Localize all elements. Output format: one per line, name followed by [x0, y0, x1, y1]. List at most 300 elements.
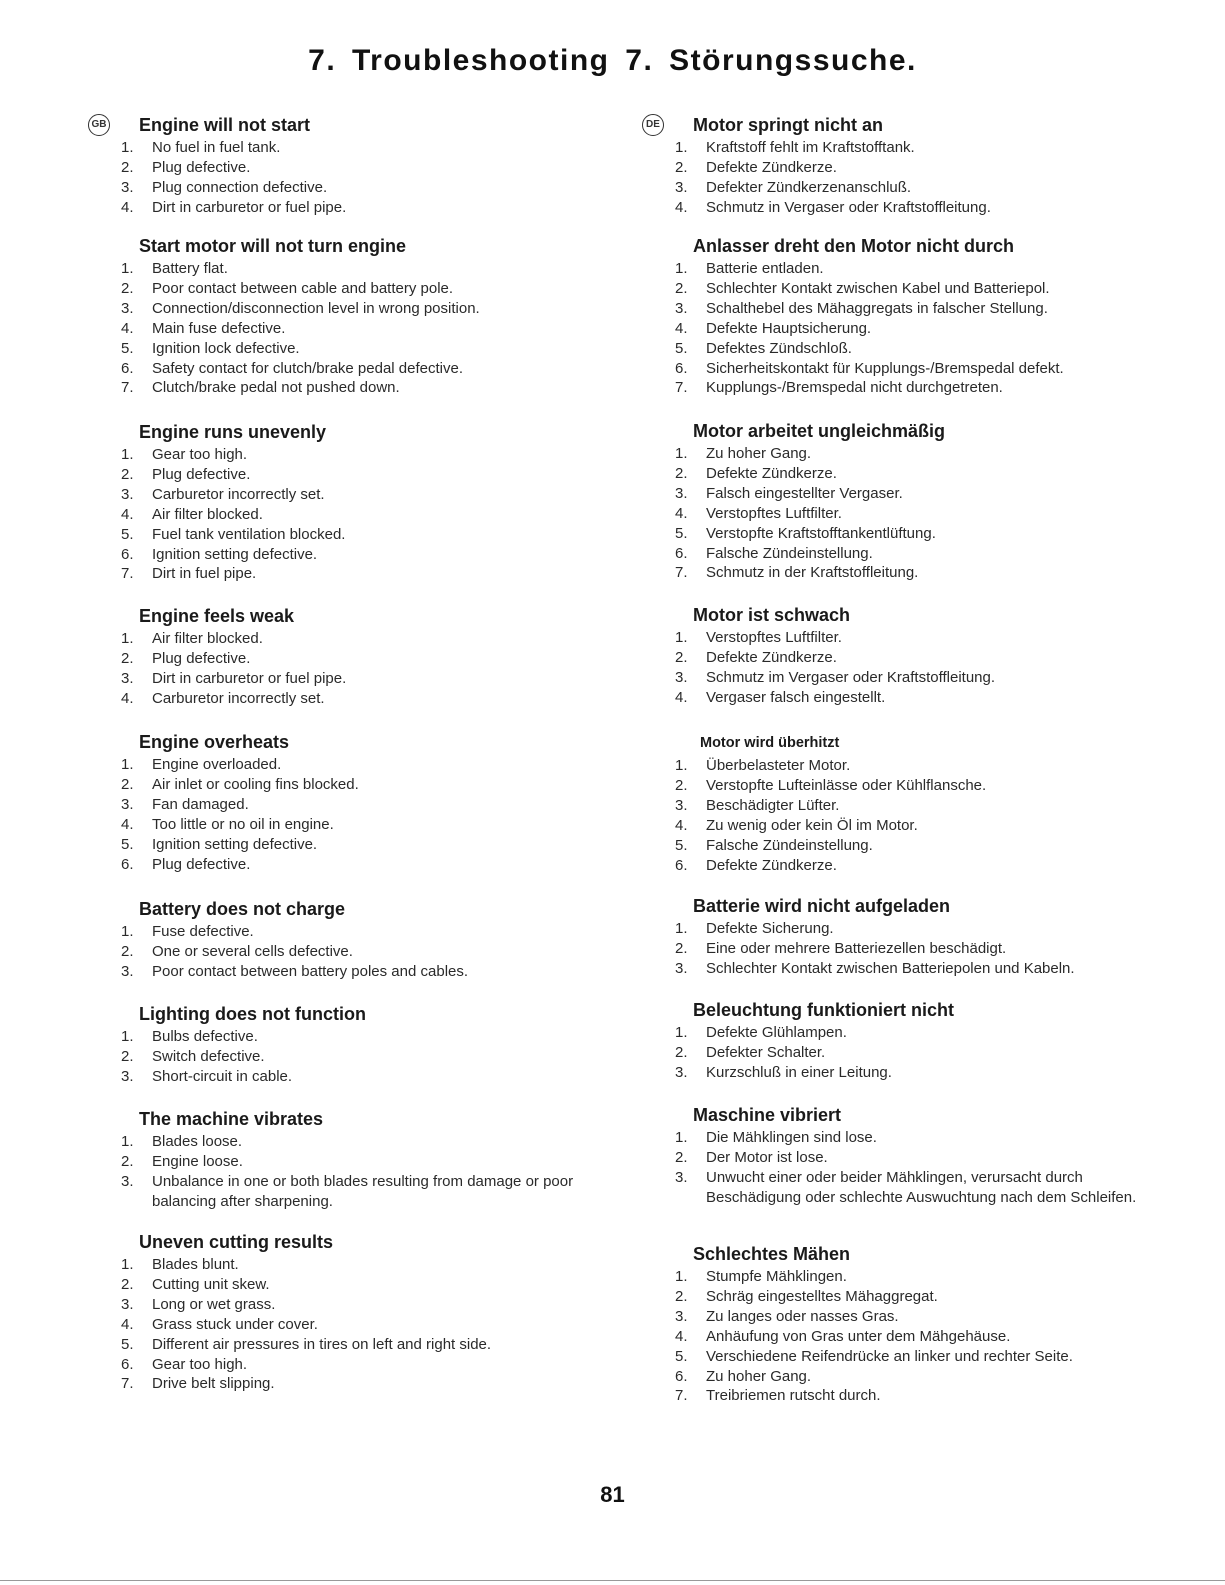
list-item-number: 3.	[675, 1307, 688, 1325]
list-item-text: Blades loose.	[152, 1133, 243, 1150]
list-item	[116, 378, 616, 398]
list-item-text: Kurzschluß in einer Leitung.	[706, 1063, 892, 1081]
list-item-text: Beschädigter Lüfter.	[706, 796, 840, 814]
list-item-text: Zu hoher Gang.	[706, 445, 812, 462]
list-item-number: 5.	[121, 835, 134, 853]
list-item	[116, 259, 616, 279]
list-item-text: Zu langes oder nasses Gras.	[706, 1307, 899, 1325]
list-item	[116, 795, 616, 815]
list-item-number: 2.	[121, 158, 134, 176]
list-item	[670, 1168, 1170, 1208]
list-item-number: 1.	[675, 1024, 688, 1041]
list-item-number: 1.	[121, 139, 134, 156]
list-item	[670, 464, 1170, 484]
list-item	[116, 485, 616, 505]
list-item-number: 2.	[121, 279, 134, 297]
list-item-text: Long or wet grass.	[152, 1295, 276, 1313]
list-item-text: Air inlet or cooling fins blocked.	[152, 775, 359, 793]
symptom-cause-list	[670, 1128, 1170, 1208]
list-item-text: Fuel tank ventilation blocked.	[152, 525, 346, 543]
language-badge-de: DE	[642, 114, 664, 136]
list-item	[670, 378, 1170, 398]
list-item-number: 1.	[121, 630, 134, 647]
section-title: Uneven cutting results	[139, 1232, 334, 1252]
troubleshooting-section	[670, 732, 1170, 875]
list-item	[670, 1063, 1170, 1083]
symptom-cause-list	[116, 1027, 616, 1087]
troubleshooting-section	[670, 420, 1170, 583]
list-item	[670, 856, 1170, 876]
section-title: Motor ist schwach	[693, 605, 851, 625]
list-item	[116, 465, 616, 485]
list-item-number: 2.	[121, 1047, 134, 1065]
list-item-number: 2.	[675, 464, 688, 482]
list-item	[670, 1023, 1170, 1043]
symptom-cause-list	[670, 1267, 1170, 1406]
list-item-number: 4.	[675, 198, 688, 216]
list-item-text: Verstopftes Luftfilter.	[706, 504, 842, 522]
list-item-text: Switch defective.	[152, 1047, 265, 1065]
list-item-number: 5.	[675, 836, 688, 854]
symptom-cause-list	[116, 755, 616, 874]
list-item	[670, 279, 1170, 299]
list-item-text: Treibriemen rutscht durch.	[706, 1387, 881, 1405]
list-item	[116, 835, 616, 855]
symptom-cause-list	[116, 445, 616, 584]
list-item	[670, 1367, 1170, 1387]
troubleshooting-section	[116, 235, 616, 398]
list-item-number: 2.	[121, 649, 134, 667]
list-item-number: 1.	[121, 1133, 134, 1150]
list-item-number: 1.	[121, 260, 134, 277]
list-item-text: Verstopfte Lufteinlässe oder Kühlflansche.	[706, 776, 987, 794]
list-item-number: 2.	[121, 465, 134, 483]
list-item	[116, 339, 616, 359]
list-item	[670, 1267, 1170, 1287]
list-item-text: Defekte Sicherung.	[706, 920, 834, 937]
list-item	[670, 1327, 1170, 1347]
troubleshooting-section	[116, 731, 616, 874]
section-title: Engine will not start	[139, 115, 311, 135]
symptom-cause-list	[116, 629, 616, 709]
list-item-text: One or several cells defective.	[152, 942, 353, 960]
list-item-number: 7.	[121, 379, 134, 397]
list-item	[670, 796, 1170, 816]
list-item	[670, 648, 1170, 668]
list-item-number: 2.	[121, 1275, 134, 1293]
list-item	[670, 484, 1170, 504]
list-item	[116, 962, 616, 982]
symptom-cause-list	[116, 922, 616, 982]
list-item-number: 3.	[121, 299, 134, 317]
section-title: Maschine vibriert	[693, 1105, 842, 1125]
section-title: Schlechtes Mähen	[693, 1244, 851, 1264]
list-item-text: Defekte Glühlampen.	[706, 1024, 847, 1041]
list-item-number: 2.	[675, 1043, 688, 1061]
list-item-text: Dirt in carburetor or fuel pipe.	[152, 669, 347, 687]
list-item-text: Eine oder mehrere Batteriezellen beschädigt.	[706, 939, 1007, 957]
list-item	[670, 776, 1170, 796]
list-item-text: Short-circuit in cable.	[152, 1067, 293, 1085]
list-item	[670, 836, 1170, 856]
list-item	[116, 319, 616, 339]
list-item	[116, 445, 616, 465]
list-item-number: 3.	[675, 299, 688, 317]
list-item	[116, 629, 616, 649]
list-item-number: 4.	[675, 816, 688, 834]
list-item-text: Der Motor ist lose.	[706, 1148, 828, 1166]
list-item	[670, 688, 1170, 708]
list-item-number: 2.	[121, 942, 134, 960]
list-item-text: Gear too high.	[152, 1355, 248, 1373]
list-item-text: Schräg eingestelltes Mähaggregat.	[706, 1287, 938, 1305]
list-item-text: Unbalance in one or both blades resulting from damage or poor balancing after sharpening.	[152, 1172, 574, 1210]
list-item	[670, 319, 1170, 339]
list-item	[116, 525, 616, 545]
list-item-text: Defekter Schalter.	[706, 1043, 826, 1061]
list-item-text: Verschiedene Reifendrücke an linker und rechter Seite.	[706, 1347, 1073, 1365]
list-item	[116, 1255, 616, 1275]
list-item-number: 5.	[121, 525, 134, 543]
list-item-text: Poor contact between battery poles and cables.	[152, 962, 469, 980]
list-item-number: 2.	[675, 1287, 688, 1305]
list-item-number: 2.	[121, 775, 134, 793]
list-item-text: Sicherheitskontakt für Kupplungs-/Bremspedal defekt.	[706, 359, 1064, 377]
list-item-number: 6.	[121, 855, 134, 873]
list-item-number: 1.	[675, 757, 688, 774]
troubleshooting-section	[116, 898, 616, 982]
symptom-cause-list	[116, 1132, 616, 1212]
list-item-number: 2.	[121, 1152, 134, 1170]
list-item	[116, 815, 616, 835]
list-item	[670, 919, 1170, 939]
list-item-text: Plug defective.	[152, 158, 251, 176]
list-item	[670, 444, 1170, 464]
symptom-cause-list	[670, 1023, 1170, 1083]
list-item-number: 5.	[675, 1347, 688, 1365]
list-item	[116, 855, 616, 875]
list-item	[116, 775, 616, 795]
symptom-cause-list	[116, 259, 616, 398]
list-item-number: 1.	[675, 445, 688, 462]
list-item-text: Poor contact between cable and battery pole.	[152, 279, 454, 297]
list-item	[670, 1287, 1170, 1307]
list-item	[670, 1128, 1170, 1148]
list-item-number: 1.	[121, 756, 134, 773]
list-item-text: Drive belt slipping.	[152, 1375, 275, 1393]
list-item-number: 4.	[121, 319, 134, 337]
list-item-text: Kupplungs-/Bremspedal nicht durchgetreten.	[706, 379, 1003, 397]
section-title: Beleuchtung funktioniert nicht	[693, 1000, 954, 1020]
list-item-number: 1.	[675, 1268, 688, 1285]
list-item	[670, 259, 1170, 279]
list-item	[116, 1355, 616, 1375]
list-item-text: Anhäufung von Gras unter dem Mähgehäuse.	[706, 1327, 1011, 1345]
list-item-number: 2.	[675, 939, 688, 957]
list-item-text: Verstopfte Kraftstofftankentlüftung.	[706, 524, 936, 542]
list-item-text: Überbelasteter Motor.	[706, 757, 851, 774]
troubleshooting-section	[670, 1104, 1170, 1208]
list-item-text: Schmutz im Vergaser oder Kraftstoffleitung.	[706, 668, 996, 686]
list-item-text: Cutting unit skew.	[152, 1275, 270, 1293]
list-item	[670, 1043, 1170, 1063]
list-item-number: 7.	[121, 1375, 134, 1393]
symptom-cause-list	[670, 444, 1170, 583]
list-item-text: Clutch/brake pedal not pushed down.	[152, 379, 400, 397]
section-title: Anlasser dreht den Motor nicht durch	[693, 236, 1015, 256]
list-item-number: 3.	[121, 1172, 134, 1190]
list-item	[116, 1067, 616, 1087]
list-item-text: Schlechter Kontakt zwischen Kabel und Batteriepol.	[706, 279, 1050, 297]
list-item	[116, 299, 616, 319]
troubleshooting-section	[116, 114, 616, 218]
list-item-text: Falsch eingestellter Vergaser.	[706, 484, 903, 502]
list-item-text: Defekte Zündkerze.	[706, 158, 837, 176]
list-item	[670, 198, 1170, 218]
list-item	[670, 628, 1170, 648]
list-item-text: Zu wenig oder kein Öl im Motor.	[706, 816, 918, 834]
troubleshooting-section	[670, 895, 1170, 979]
list-item-number: 6.	[675, 1367, 688, 1385]
list-item-text: Defekte Zündkerze.	[706, 464, 837, 482]
list-item	[670, 563, 1170, 583]
list-item-number: 4.	[675, 1327, 688, 1345]
list-item-text: Defekter Zündkerzenanschluß.	[706, 178, 912, 196]
list-item-text: Batterie entladen.	[706, 260, 824, 277]
list-item-text: Schalthebel des Mähaggregats in falscher Stellung.	[706, 299, 1048, 317]
section-title: Start motor will not turn engine	[139, 236, 406, 256]
list-item	[670, 299, 1170, 319]
list-item-text: Schmutz in Vergaser oder Kraftstoffleitung.	[706, 198, 991, 216]
language-badge-gb: GB	[88, 114, 110, 136]
list-item-number: 6.	[121, 359, 134, 377]
list-item-text: Air filter blocked.	[152, 505, 263, 523]
list-item	[116, 138, 616, 158]
list-item-number: 6.	[121, 545, 134, 563]
list-item-number: 5.	[675, 339, 688, 357]
section-title: Batterie wird nicht aufgeladen	[693, 896, 951, 916]
list-item-text: Verstopftes Luftfilter.	[706, 629, 842, 646]
list-item-number: 1.	[675, 920, 688, 937]
list-item-text: Engine loose.	[152, 1152, 243, 1170]
list-item-number: 5.	[121, 1335, 134, 1353]
list-item	[670, 1347, 1170, 1367]
list-item-number: 1.	[121, 446, 134, 463]
section-title: Lighting does not function	[139, 1004, 366, 1024]
troubleshooting-section	[670, 114, 1170, 218]
troubleshooting-section	[670, 1243, 1170, 1406]
list-item-text: Vergaser falsch eingestellt.	[706, 688, 886, 706]
section-title: Motor arbeitet ungleichmäßig	[693, 421, 946, 441]
list-item-text: Different air pressures in tires on left and right side.	[152, 1335, 492, 1353]
list-item-number: 4.	[675, 504, 688, 522]
troubleshooting-section	[116, 605, 616, 709]
list-item	[116, 1315, 616, 1335]
list-item-text: Defekte Hauptsicherung.	[706, 319, 872, 337]
troubleshooting-section	[116, 1108, 616, 1212]
list-item-text: Ignition setting defective.	[152, 835, 318, 853]
list-item-number: 1.	[121, 1256, 134, 1273]
list-item-text: Plug defective.	[152, 465, 251, 483]
list-item-text: Gear too high.	[152, 446, 248, 463]
list-item-text: Dirt in carburetor or fuel pipe.	[152, 198, 347, 216]
list-item-number: 3.	[121, 1295, 134, 1313]
section-title: Battery does not charge	[139, 899, 346, 919]
list-item-number: 3.	[121, 669, 134, 687]
list-item-number: 1.	[675, 629, 688, 646]
list-item	[670, 959, 1170, 979]
list-item-number: 3.	[675, 1063, 688, 1081]
list-item-text: Ignition setting defective.	[152, 545, 318, 563]
symptom-cause-list	[116, 138, 616, 218]
list-item-number: 4.	[121, 198, 134, 216]
list-item	[670, 816, 1170, 836]
page-number: 81	[600, 1482, 625, 1507]
list-item	[116, 178, 616, 198]
list-item	[670, 359, 1170, 379]
list-item-text: Grass stuck under cover.	[152, 1315, 318, 1333]
list-item	[670, 158, 1170, 178]
list-item	[670, 138, 1170, 158]
symptom-cause-list	[116, 1255, 616, 1394]
symptom-cause-list	[670, 756, 1170, 875]
list-item-text: Main fuse defective.	[152, 319, 286, 337]
list-item-number: 3.	[121, 795, 134, 813]
list-item	[116, 198, 616, 218]
list-item-number: 3.	[121, 485, 134, 503]
list-item-number: 2.	[675, 158, 688, 176]
section-title: Motor wird überhitzt	[700, 735, 840, 751]
bottom-rule	[0, 1580, 1225, 1581]
list-item-number: 1.	[121, 923, 134, 940]
list-item-number: 4.	[675, 319, 688, 337]
list-item-text: No fuel in fuel tank.	[152, 139, 281, 156]
list-item-number: 6.	[675, 856, 688, 874]
list-item-number: 5.	[121, 339, 134, 357]
list-item-text: Plug connection defective.	[152, 178, 328, 196]
section-title: Engine feels weak	[139, 606, 295, 626]
list-item-text: Blades blunt.	[152, 1256, 239, 1273]
list-item	[116, 279, 616, 299]
list-item-number: 7.	[675, 379, 688, 397]
list-item-text: Defektes Zündschloß.	[706, 339, 852, 357]
list-item-text: Schmutz in der Kraftstoffleitung.	[706, 564, 919, 582]
list-item	[670, 524, 1170, 544]
list-item	[116, 1047, 616, 1067]
list-item	[670, 1386, 1170, 1406]
list-item	[116, 564, 616, 584]
list-item-number: 3.	[675, 796, 688, 814]
list-item-text: Bulbs defective.	[152, 1028, 258, 1045]
list-item	[116, 755, 616, 775]
list-item-number: 3.	[121, 1067, 134, 1085]
list-item	[116, 359, 616, 379]
section-title: Engine overheats	[139, 732, 290, 752]
list-item-text: Plug defective.	[152, 649, 251, 667]
list-item-number: 4.	[121, 689, 134, 707]
troubleshooting-section	[116, 1231, 616, 1394]
symptom-cause-list	[670, 919, 1170, 979]
list-item-number: 5.	[675, 524, 688, 542]
symptom-cause-list	[670, 138, 1170, 218]
list-item	[116, 942, 616, 962]
list-item-text: Fan damaged.	[152, 795, 249, 813]
list-item-text: Kraftstoff fehlt im Kraftstofftank.	[706, 139, 915, 156]
list-item-number: 6.	[675, 544, 688, 562]
list-item-number: 7.	[121, 565, 134, 583]
page-title: 7. Troubleshooting 7. Störungssuche.	[308, 44, 917, 77]
list-item-text: Safety contact for clutch/brake pedal defective.	[152, 359, 464, 377]
troubleshooting-section	[116, 1003, 616, 1087]
list-item-text: Unwucht einer oder beider Mähklingen, verursacht durch Beschädigung oder schlechte Auswuchtung nach dem Schleifen.	[706, 1168, 1137, 1206]
list-item-number: 6.	[675, 359, 688, 377]
list-item-text: Falsche Zündeinstellung.	[706, 836, 873, 854]
troubleshooting-section	[670, 604, 1170, 708]
list-item-text: Zu hoher Gang.	[706, 1367, 812, 1385]
section-title: Engine runs unevenly	[139, 422, 327, 442]
list-item-number: 1.	[675, 139, 688, 156]
list-item-number: 2.	[675, 279, 688, 297]
list-item-text: Falsche Zündeinstellung.	[706, 544, 873, 562]
list-item-text: Engine overloaded.	[152, 756, 282, 773]
list-item	[670, 178, 1170, 198]
list-item-number: 4.	[675, 688, 688, 706]
section-title: Motor springt nicht an	[693, 115, 883, 135]
list-item-text: Stumpfe Mähklingen.	[706, 1268, 847, 1285]
list-item-number: 1.	[675, 260, 688, 277]
list-item	[116, 1027, 616, 1047]
list-item-number: 3.	[121, 962, 134, 980]
list-item-text: Ignition lock defective.	[152, 339, 300, 357]
list-item-number: 6.	[121, 1355, 134, 1373]
list-item	[116, 1295, 616, 1315]
list-item-number: 3.	[675, 178, 688, 196]
troubleshooting-section	[116, 421, 616, 584]
list-item-number: 3.	[675, 959, 688, 977]
list-item	[116, 545, 616, 565]
list-item-number: 4.	[121, 815, 134, 833]
list-item-text: Defekte Zündkerze.	[706, 648, 837, 666]
list-item	[670, 504, 1170, 524]
list-item	[116, 158, 616, 178]
list-item-number: 1.	[675, 1129, 688, 1146]
list-item	[670, 939, 1170, 959]
list-item-text: Fuse defective.	[152, 923, 254, 940]
troubleshooting-section	[670, 999, 1170, 1083]
list-item	[670, 1148, 1170, 1168]
list-item-text: Dirt in fuel pipe.	[152, 565, 257, 583]
list-item-number: 2.	[675, 1148, 688, 1166]
troubleshooting-section	[670, 235, 1170, 398]
list-item	[670, 756, 1170, 776]
list-item-text: Carburetor incorrectly set.	[152, 689, 325, 707]
list-item	[670, 668, 1170, 688]
list-item	[670, 1307, 1170, 1327]
list-item-number: 4.	[121, 505, 134, 523]
list-item	[116, 1152, 616, 1172]
list-item-text: Die Mähklingen sind lose.	[706, 1129, 877, 1146]
list-item	[670, 339, 1170, 359]
list-item	[116, 1132, 616, 1152]
list-item	[116, 1374, 616, 1394]
list-item-text: Defekte Zündkerze.	[706, 856, 837, 874]
list-item-text: Schlechter Kontakt zwischen Batteriepolen und Kabeln.	[706, 959, 1075, 977]
list-item-number: 7.	[675, 564, 688, 582]
list-item-text: Connection/disconnection level in wrong position.	[152, 299, 480, 317]
list-item-text: Carburetor incorrectly set.	[152, 485, 325, 503]
list-item-number: 3.	[675, 668, 688, 686]
list-item-number: 4.	[121, 1315, 134, 1333]
